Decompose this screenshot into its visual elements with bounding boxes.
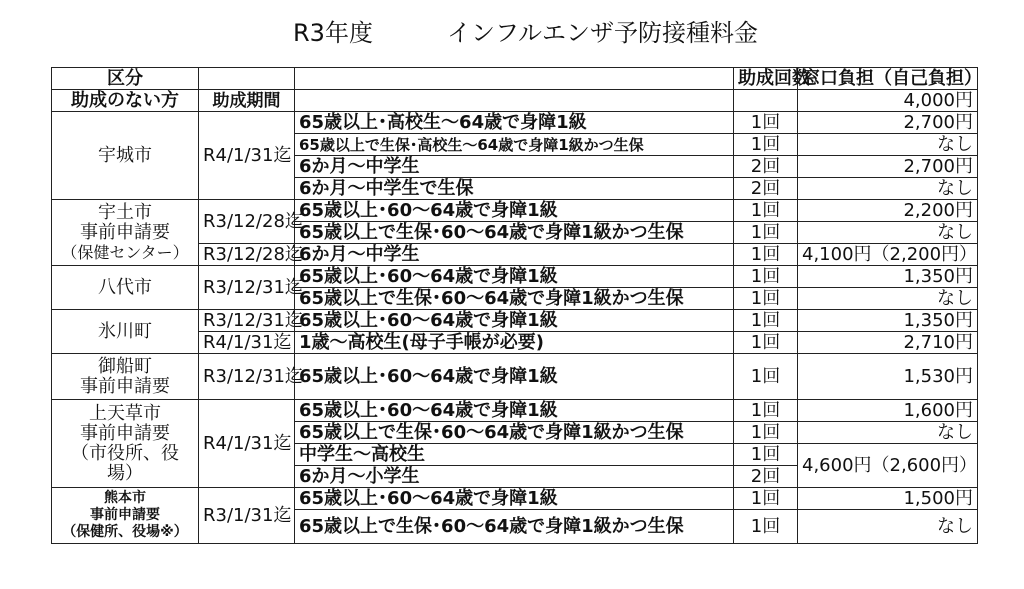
no-subsidy-row	[52, 90, 978, 112]
target-cell: 6か月～中学生で生保	[295, 178, 734, 200]
header-period: 助成期間	[199, 90, 295, 112]
fee-table	[51, 67, 982, 544]
count-cell: 1回	[734, 222, 798, 244]
target-cell: 6か月～小学生	[295, 466, 734, 488]
count-cell: 1回	[734, 444, 798, 466]
region-yatsushiro: 八代市	[52, 266, 199, 310]
header-empty-period	[199, 68, 295, 90]
target-cell: 65歳以上･高校生～64歳で身障1級	[295, 112, 734, 134]
region-mifune-note: 事前申請要	[80, 375, 170, 397]
page-title	[0, 16, 1024, 50]
document-title: インフルエンザ予防接種料金	[447, 19, 759, 47]
count-cell: 1回	[734, 400, 798, 422]
region-kamiamakusa-name: 上天草市	[89, 402, 161, 424]
target-cell: 6か月～中学生	[295, 156, 734, 178]
fee-cell: なし	[798, 510, 978, 544]
count-cell: 1回	[734, 288, 798, 310]
table-row	[52, 200, 978, 222]
count-cell: 1回	[734, 310, 798, 332]
table-row	[52, 266, 978, 288]
header-fee: 窓口負担（自己負担）	[798, 68, 978, 90]
fee-cell: なし	[798, 134, 978, 156]
target-cell: 65歳以上･60～64歳で身障1級	[295, 200, 734, 222]
table-row	[52, 488, 978, 510]
region-uto-note: 事前申請要	[80, 221, 170, 243]
fee-cell: 2,700円	[798, 112, 978, 134]
period-yatsushiro: R3/12/31迄	[199, 266, 295, 310]
no-subsidy-target	[295, 90, 734, 112]
fee-cell: 1,600円	[798, 400, 978, 422]
count-cell: 1回	[734, 244, 798, 266]
period-uto-2: R3/12/28迄	[199, 244, 295, 266]
fee-cell: なし	[798, 288, 978, 310]
fee-cell: 2,700円	[798, 156, 978, 178]
fee-cell: 1,350円	[798, 266, 978, 288]
target-cell: 1歳～高校生(母子手帳が必要)	[295, 332, 734, 354]
target-cell: 65歳以上･60～64歳で身障1級	[295, 310, 734, 332]
region-kamiamakusa-place-end: 場）	[107, 462, 143, 484]
period-uki: R4/1/31迄	[199, 112, 295, 200]
region-kamiamakusa-note: 事前申請要	[80, 422, 170, 444]
fee-cell: 1,500円	[798, 488, 978, 510]
target-cell: 6か月～中学生	[295, 244, 734, 266]
fiscal-year: R3年度	[293, 19, 373, 47]
fee-cell: 1,350円	[798, 310, 978, 332]
header-row	[52, 68, 978, 90]
count-cell: 2回	[734, 156, 798, 178]
fee-cell: なし	[798, 178, 978, 200]
target-cell: 65歳以上･60～64歳で身障1級	[295, 266, 734, 288]
region-mifune-name: 御船町	[98, 355, 152, 377]
fee-cell: 1,530円	[798, 354, 978, 400]
count-cell: 1回	[734, 134, 798, 156]
count-cell: 1回	[734, 112, 798, 134]
table-row	[52, 400, 978, 422]
count-cell: 1回	[734, 266, 798, 288]
fee-cell: なし	[798, 222, 978, 244]
table-row	[52, 310, 978, 332]
count-cell: 1回	[734, 488, 798, 510]
region-mifune	[52, 354, 199, 400]
period-mifune: R3/12/31迄	[199, 354, 295, 400]
fee-cell-shared: 4,600円（2,600円）	[798, 444, 978, 488]
count-cell: 1回	[734, 200, 798, 222]
target-cell: 65歳以上で生保･60～64歳で身障1級かつ生保	[295, 422, 734, 444]
table-row	[52, 354, 978, 400]
region-uto-place: （保健センター）	[61, 242, 189, 262]
fee-cell: 4,100円（2,200円）	[798, 244, 978, 266]
fee-cell: なし	[798, 422, 978, 444]
period-cell: R4/1/31迄	[199, 332, 295, 354]
fee-cell: 2,200円	[798, 200, 978, 222]
target-cell: 65歳以上で生保･高校生～64歳で身障1級かつ生保	[295, 134, 734, 156]
header-empty-target	[295, 68, 734, 90]
region-hikawa: 氷川町	[52, 310, 199, 354]
no-subsidy-label: 助成のない方	[52, 90, 199, 112]
target-cell: 65歳以上･60～64歳で身障1級	[295, 488, 734, 510]
header-division: 区分	[52, 68, 199, 90]
count-cell: 2回	[734, 178, 798, 200]
region-uto-name: 宇土市	[98, 201, 152, 223]
region-uto	[52, 200, 199, 266]
period-kumamoto: R3/1/31迄	[199, 488, 295, 544]
period-kamiamakusa: R4/1/31迄	[199, 400, 295, 488]
target-cell: 65歳以上で生保･60～64歳で身障1級かつ生保	[295, 510, 734, 544]
period-uto-1: R3/12/28迄	[199, 200, 295, 244]
no-subsidy-count	[734, 90, 798, 112]
count-cell: 1回	[734, 332, 798, 354]
target-cell: 65歳以上･60～64歳で身障1級	[295, 354, 734, 400]
region-kumamoto-name: 熊本市	[104, 490, 146, 506]
count-cell: 1回	[734, 510, 798, 544]
region-kumamoto-note: 事前申請要	[90, 507, 160, 523]
period-cell: R3/12/31迄	[199, 310, 295, 332]
target-cell: 65歳以上･60～64歳で身障1級	[295, 400, 734, 422]
count-cell: 2回	[734, 466, 798, 488]
count-cell: 1回	[734, 354, 798, 400]
region-kumamoto	[52, 488, 199, 544]
region-uki: 宇城市	[52, 112, 199, 200]
target-cell: 65歳以上で生保･60～64歳で身障1級かつ生保	[295, 222, 734, 244]
fee-cell: 2,710円	[798, 332, 978, 354]
table-row	[52, 112, 978, 134]
target-cell: 65歳以上で生保･60～64歳で身障1級かつ生保	[295, 288, 734, 310]
count-cell: 1回	[734, 422, 798, 444]
no-subsidy-fee: 4,000円	[798, 90, 978, 112]
region-kamiamakusa	[52, 400, 199, 488]
region-kumamoto-place: （保健所、役場※）	[62, 524, 188, 540]
region-kamiamakusa-place: （市役所、役	[71, 442, 179, 464]
header-count: 助成回数	[734, 68, 798, 90]
target-cell: 中学生～高校生	[295, 444, 734, 466]
